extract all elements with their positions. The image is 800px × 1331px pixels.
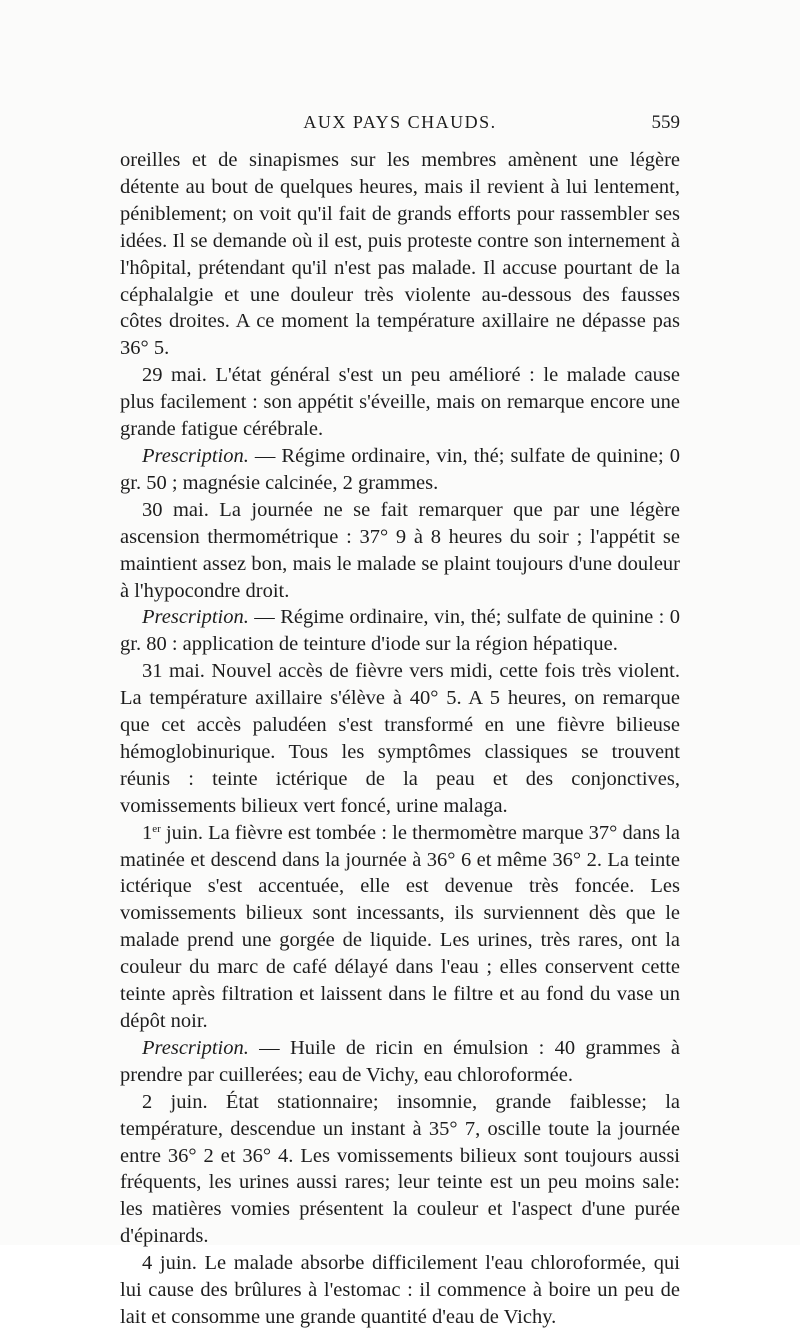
- paragraph-29-mai: [120, 362, 680, 443]
- paragraph-prescription-1: [120, 443, 680, 497]
- paragraph-continuation: [120, 147, 680, 362]
- paragraph-31-mai: [120, 658, 680, 819]
- prescription-label: Prescription.: [142, 606, 249, 629]
- paragraph-text: — Régime ordinaire, vin, thé; sulfate de quinine; 0 gr. 50 ; magnésie calcinée, 2 grammes.: [120, 444, 680, 494]
- prescription-label: Prescription.: [142, 1036, 249, 1059]
- running-title: AUX PAYS CHAUDS.: [303, 112, 497, 132]
- paragraph-text: — Huile de ricin en émulsion : 40 grammes à prendre par cuillerées; eau de Vichy, eau chloroformée.: [120, 1036, 680, 1086]
- paragraph-prescription-2: [120, 604, 680, 658]
- paragraph-text: 30 mai. La journée ne se fait remarquer que par une légère ascension thermométrique : 37° 9 à 8 heures du soir ; l'appétit se maintient assez bon, mais le malade se plaint toujours d'une douleur à l'hypocondre droit.: [120, 498, 680, 602]
- paragraph-text: oreilles et de sinapismes sur les membres amènent une légère détente au bout de quelques heures, mais il revient à lui lentement, péniblement; on voit qu'il fait de grands efforts pour rassembler ses idées. Il se demande où il est, puis proteste contre son internement à l'hôpital, prétendant qu'il n'est pas malade. Il accuse pourtant de la céphalalgie et une douleur très violente au-dessous des fausses côtes droites. A ce moment la température axillaire ne dépasse pas 36° 5.: [120, 149, 680, 360]
- paragraph-text: 29 mai. L'état général s'est un peu amélioré : le malade cause plus facilement : son appétit s'éveille, mais on remarque encore une grande fatigue cérébrale.: [120, 364, 680, 441]
- paragraph-2-juin: [120, 1089, 680, 1250]
- prescription-label: Prescription.: [142, 444, 249, 467]
- date-superscript: er: [152, 822, 161, 835]
- paragraph-30-mai: [120, 497, 680, 605]
- paragraph-1er-juin: [120, 820, 680, 1035]
- paragraph-text: 2 juin. État stationnaire; insomnie, grande faiblesse; la température, descendue un instant à 35° 7, oscille toute la journée entre 36° 2 et 36° 4. Les vomissements bilieux sont toujours aussi fréquents, les urines aussi rares; leur teinte est un peu moins sale: les matières vomies présentent la couleur et l'aspect d'une purée d'épinards.: [120, 1090, 680, 1248]
- paragraph-prescription-3: [120, 1035, 680, 1089]
- page-number: 559: [651, 112, 680, 133]
- paragraph-text: juin. La fièvre est tombée : le thermomètre marque 37° dans la matinée et descend dans la journée à 36° 6 et même 36° 2. La teinte ictérique s'est accentuée, elle est devenue très foncée. Les vomissements bilieux sont incessants, ils surviennent dès que le malade prend une gorgée de liquide. Les urines, très rares, ont la couleur du marc de café délayé dans l'eau ; elles conservent cette teinte après filtration et laissent dans le filtre et au fond du vase un dépôt noir.: [120, 821, 680, 1032]
- paragraph-text: 4 juin. Le malade absorbe difficilement l'eau chloroformée, qui lui cause des brûlures à l'estomac : il commence à boire un peu de lait et consomme une grande quantité d'eau de Vichy.: [120, 1252, 680, 1328]
- paragraph-text: — Régime ordinaire, vin, thé; sulfate de quinine : 0 gr. 80 : application de teinture d'iode sur la région hépatique.: [120, 606, 680, 656]
- paragraph-4-juin: [120, 1250, 680, 1331]
- page-header: [120, 108, 680, 138]
- paragraph-text: 31 mai. Nouvel accès de fièvre vers midi, cette fois très violent. La température axillaire s'élève à 40° 5. A 5 heures, on remarque que cet accès paludéen s'est transformé en une fièvre bilieuse hémoglobinurique. Tous les symptômes classiques se trouvent réunis : teinte ictérique de la peau et des conjonctives, vomissements bilieux vert foncé, urine malaga.: [120, 660, 680, 817]
- body-text: [120, 147, 680, 1331]
- date-lead: 1: [142, 821, 153, 844]
